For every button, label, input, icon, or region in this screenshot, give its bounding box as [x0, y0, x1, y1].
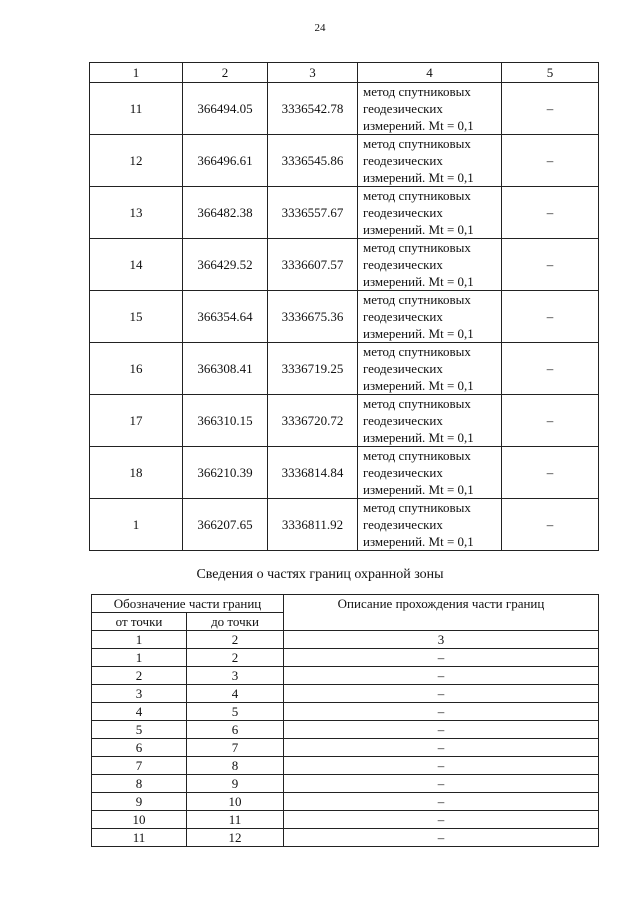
point-number-cell: 1 — [90, 499, 183, 551]
y-coordinate-cell: 3336720.72 — [268, 395, 358, 447]
x-coordinate-cell: 366482.38 — [183, 187, 268, 239]
point-number-cell: 13 — [90, 187, 183, 239]
coordinate-row — [90, 135, 599, 187]
method-line: метод спутниковых — [363, 136, 471, 151]
note-cell: – — [502, 499, 599, 551]
method-cell — [358, 187, 502, 239]
method-line: метод спутниковых — [363, 84, 471, 99]
column-header: 2 — [183, 63, 268, 83]
description-cell: – — [284, 703, 599, 721]
to-point-cell: 12 — [187, 829, 284, 847]
method-line: измерений. Mt = 0,1 — [363, 534, 474, 549]
to-point-header: до точки — [187, 613, 284, 631]
method-line: геодезических — [363, 361, 443, 376]
description-cell: – — [284, 685, 599, 703]
point-number-cell: 11 — [90, 83, 183, 135]
coordinate-row — [90, 239, 599, 291]
description-cell: – — [284, 757, 599, 775]
y-coordinate-cell: 3336557.67 — [268, 187, 358, 239]
page-number: 24 — [314, 22, 326, 34]
boundary-part-row — [92, 667, 599, 685]
method-line: геодезических — [363, 517, 443, 532]
description-cell: – — [284, 739, 599, 757]
point-number-cell: 12 — [90, 135, 183, 187]
y-coordinate-cell: 3336542.78 — [268, 83, 358, 135]
to-point-cell: 9 — [187, 775, 284, 793]
note-cell: – — [502, 83, 599, 135]
method-line: метод спутниковых — [363, 292, 471, 307]
description-cell: – — [284, 775, 599, 793]
note-cell: – — [502, 187, 599, 239]
boundary-part-row — [92, 739, 599, 757]
method-cell — [358, 83, 502, 135]
from-point-cell: 8 — [92, 775, 187, 793]
method-cell — [358, 291, 502, 343]
coordinate-row — [90, 83, 599, 135]
x-coordinate-cell: 366210.39 — [183, 447, 268, 499]
column-header: 3 — [268, 63, 358, 83]
from-point-cell: 2 — [92, 667, 187, 685]
description-cell: – — [284, 793, 599, 811]
to-point-cell: 6 — [187, 721, 284, 739]
method-cell — [358, 239, 502, 291]
x-coordinate-cell: 366429.52 — [183, 239, 268, 291]
x-coordinate-cell: 366308.41 — [183, 343, 268, 395]
boundary-parts-table — [91, 594, 599, 847]
method-cell — [358, 499, 502, 551]
from-point-cell: 6 — [92, 739, 187, 757]
method-line: геодезических — [363, 257, 443, 272]
method-line: геодезических — [363, 465, 443, 480]
from-point-cell: 4 — [92, 703, 187, 721]
column-header: 1 — [90, 63, 183, 83]
note-cell: – — [502, 291, 599, 343]
method-line: геодезических — [363, 309, 443, 324]
from-point-cell: 11 — [92, 829, 187, 847]
coordinates-table — [89, 62, 599, 551]
coordinate-row — [90, 291, 599, 343]
method-line: измерений. Mt = 0,1 — [363, 274, 474, 289]
x-coordinate-cell: 366207.65 — [183, 499, 268, 551]
y-coordinate-cell: 3336811.92 — [268, 499, 358, 551]
method-line: метод спутниковых — [363, 188, 471, 203]
from-point-cell: 7 — [92, 757, 187, 775]
boundary-part-row — [92, 793, 599, 811]
column-number: 3 — [284, 631, 599, 649]
parts-body — [92, 649, 599, 847]
boundary-part-row — [92, 685, 599, 703]
to-point-cell: 8 — [187, 757, 284, 775]
method-line: измерений. Mt = 0,1 — [363, 118, 474, 133]
boundary-part-row — [92, 829, 599, 847]
method-line: измерений. Mt = 0,1 — [363, 222, 474, 237]
y-coordinate-cell: 3336719.25 — [268, 343, 358, 395]
point-number-cell: 17 — [90, 395, 183, 447]
method-line: измерений. Mt = 0,1 — [363, 378, 474, 393]
boundary-part-row — [92, 811, 599, 829]
from-point-cell: 10 — [92, 811, 187, 829]
parts-numbering-row — [92, 631, 599, 649]
coordinates-header-row — [90, 63, 599, 83]
boundary-part-description-header: Описание прохождения части границ — [284, 595, 599, 631]
method-line: геодезических — [363, 153, 443, 168]
to-point-cell: 3 — [187, 667, 284, 685]
boundary-part-row — [92, 775, 599, 793]
note-cell: – — [502, 135, 599, 187]
boundary-part-row — [92, 757, 599, 775]
method-line: измерений. Mt = 0,1 — [363, 170, 474, 185]
x-coordinate-cell: 366496.61 — [183, 135, 268, 187]
coordinate-row — [90, 499, 599, 551]
from-point-cell: 3 — [92, 685, 187, 703]
method-line: метод спутниковых — [363, 500, 471, 515]
to-point-cell: 10 — [187, 793, 284, 811]
description-cell: – — [284, 811, 599, 829]
boundary-part-designation-header: Обозначение части границ — [92, 595, 284, 613]
note-cell: – — [502, 239, 599, 291]
from-point-cell: 9 — [92, 793, 187, 811]
description-cell: – — [284, 649, 599, 667]
note-cell: – — [502, 447, 599, 499]
method-line: геодезических — [363, 101, 443, 116]
coordinate-row — [90, 395, 599, 447]
to-point-cell: 7 — [187, 739, 284, 757]
description-cell: – — [284, 829, 599, 847]
method-line: геодезических — [363, 205, 443, 220]
description-cell: – — [284, 667, 599, 685]
x-coordinate-cell: 366354.64 — [183, 291, 268, 343]
boundary-part-row — [92, 703, 599, 721]
column-header: 4 — [358, 63, 502, 83]
x-coordinate-cell: 366494.05 — [183, 83, 268, 135]
method-line: измерений. Mt = 0,1 — [363, 326, 474, 341]
point-number-cell: 14 — [90, 239, 183, 291]
from-point-cell: 5 — [92, 721, 187, 739]
y-coordinate-cell: 3336675.36 — [268, 291, 358, 343]
to-point-cell: 4 — [187, 685, 284, 703]
coordinates-body — [90, 83, 599, 551]
description-cell: – — [284, 721, 599, 739]
method-line: измерений. Mt = 0,1 — [363, 482, 474, 497]
coordinate-row — [90, 187, 599, 239]
column-number: 2 — [187, 631, 284, 649]
to-point-cell: 5 — [187, 703, 284, 721]
note-cell: – — [502, 395, 599, 447]
column-header: 5 — [502, 63, 599, 83]
to-point-cell: 11 — [187, 811, 284, 829]
to-point-cell: 2 — [187, 649, 284, 667]
boundary-part-row — [92, 721, 599, 739]
method-line: метод спутниковых — [363, 344, 471, 359]
note-cell: – — [502, 343, 599, 395]
method-line: геодезических — [363, 413, 443, 428]
method-cell — [358, 343, 502, 395]
coordinate-row — [90, 343, 599, 395]
boundary-part-row — [92, 649, 599, 667]
method-cell — [358, 447, 502, 499]
y-coordinate-cell: 3336814.84 — [268, 447, 358, 499]
point-number-cell: 16 — [90, 343, 183, 395]
from-point-cell: 1 — [92, 649, 187, 667]
coordinate-row — [90, 447, 599, 499]
y-coordinate-cell: 3336545.86 — [268, 135, 358, 187]
parts-header-row — [92, 595, 599, 613]
point-number-cell: 18 — [90, 447, 183, 499]
column-number: 1 — [92, 631, 187, 649]
from-point-header: от точки — [92, 613, 187, 631]
x-coordinate-cell: 366310.15 — [183, 395, 268, 447]
method-cell — [358, 395, 502, 447]
method-line: метод спутниковых — [363, 448, 471, 463]
method-line: метод спутниковых — [363, 240, 471, 255]
method-cell — [358, 135, 502, 187]
method-line: измерений. Mt = 0,1 — [363, 430, 474, 445]
method-line: метод спутниковых — [363, 396, 471, 411]
y-coordinate-cell: 3336607.57 — [268, 239, 358, 291]
section-title: Сведения о частях границ охранной зоны — [196, 567, 444, 582]
point-number-cell: 15 — [90, 291, 183, 343]
